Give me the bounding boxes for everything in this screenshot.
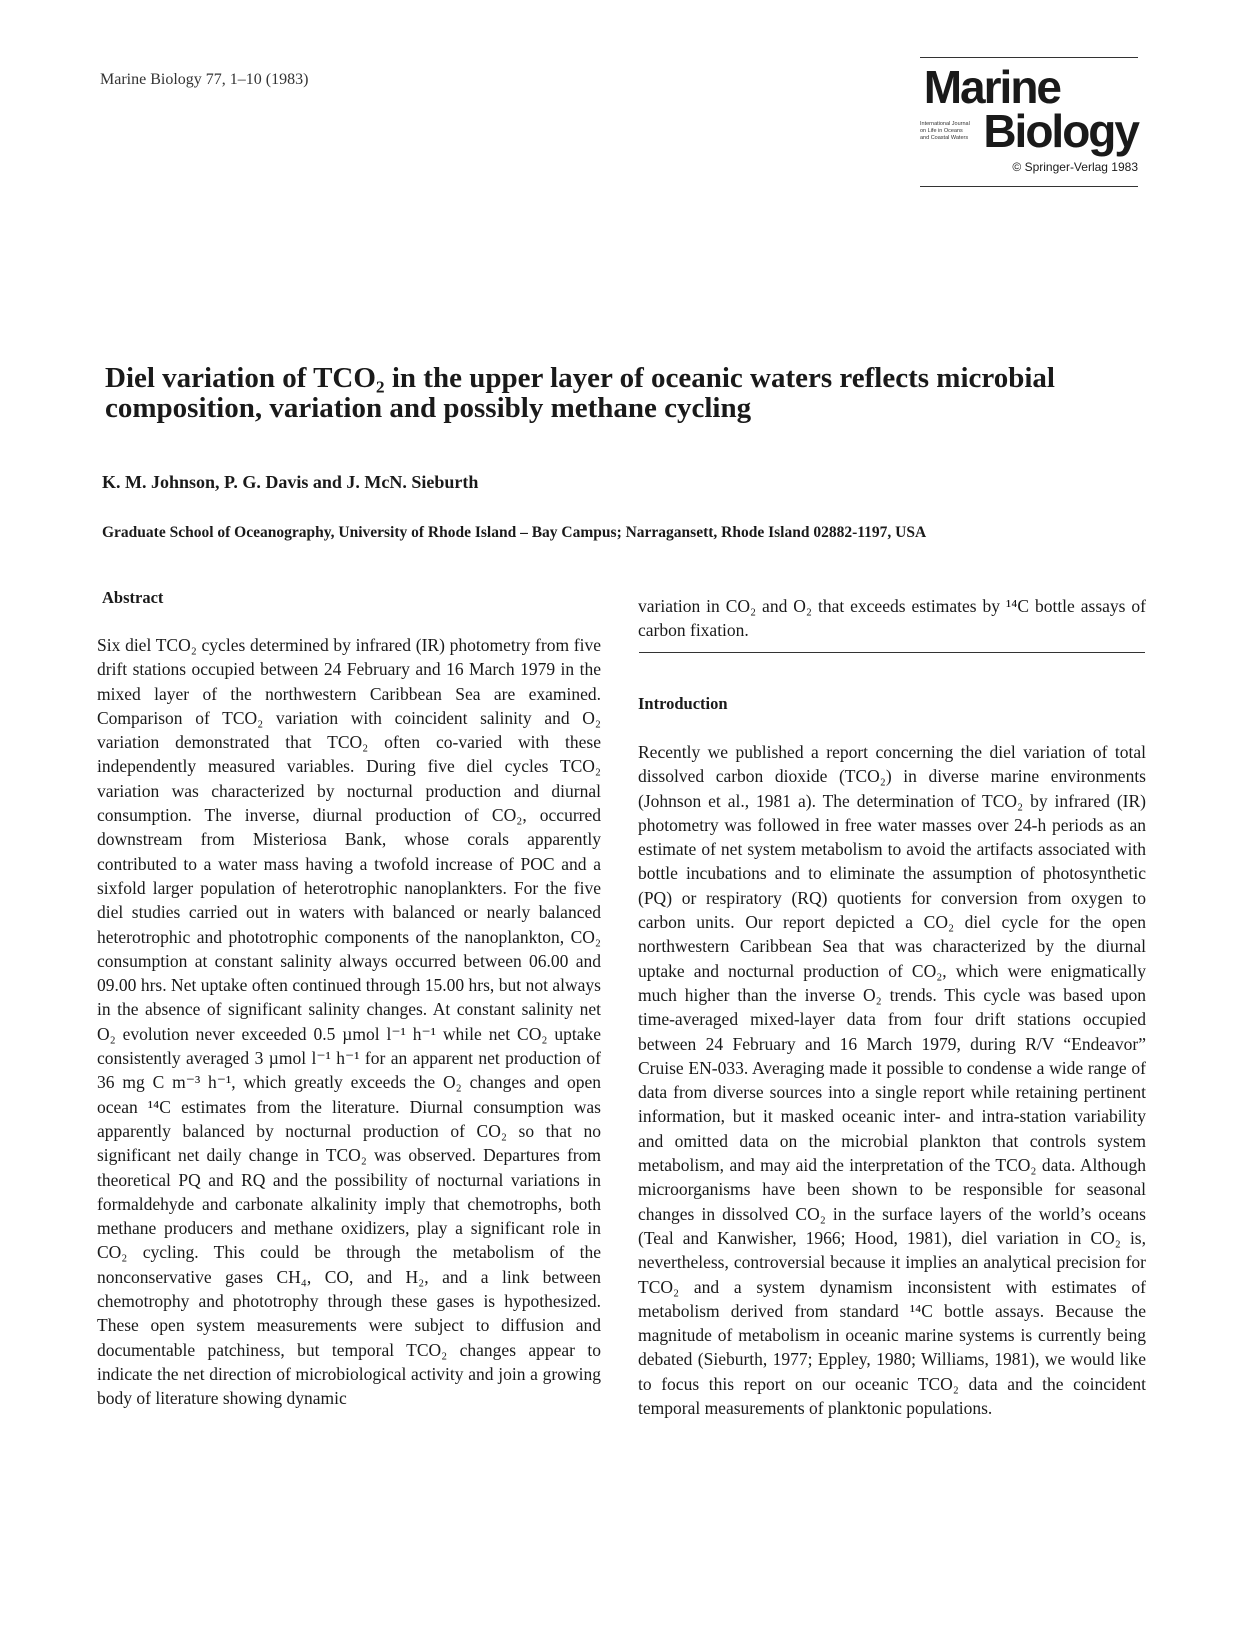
introduction-body: Recently we published a report concerning the diel variation of total dissolved carbon dioxide (TCO₂) in diverse marine environments (Johnson et al., 1981 a). The determination of TCO₂ by infrared (IR) photometry was followed in free water masses over 24-h periods as an estimate of net system metabolism to avoid the artifacts associated with bottle incubations and to eliminate the assumption of photosynthetic (PQ) or respiratory (RQ) quotients for conversion from oxygen to carbon units. Our report depicted a CO₂ diel cycle for the open northwestern Caribbean Sea that was characterized by the diurnal uptake and nocturnal production of CO₂, which were enigmatically much higher than the inverse O₂ trends. This cycle was based upon time-averaged mixed-layer data from four drift stations occupied between 24 February and 16 March 1979, during R/V “Endeavor” Cruise EN-033. Averaging made it possible to condense a wide range of data from diverse sources into a single report while retaining pertinent information, but it masked oceanic inter- and intra-station variability and omitted data on the microbial plankton that controls system metabolism, and may aid the interpretation of the TCO₂ data. Although microorganisms have been shown to be responsible for seasonal changes in dissolved CO₂ in the surface layers of the world’s oceans (Teal and Kanwisher, 1966; Hood, 1981), diel variation in CO₂ is, nevertheless, controversial because it implies an analytical precision for TCO₂ and a system dynamism inconsistent with estimates of metabolism derived from standard ¹⁴C bottle assays. Because the magnitude of metabolism in oceanic marine systems is currently being debated (Sieburth, 1977; Eppley, 1980; Williams, 1981), we would like to focus this report on our oceanic TCO₂ data and the coincident temporal measurements of planktonic populations.	[638, 742, 1146, 1419]
logo-tagline-line: on Life in Oceans	[920, 128, 963, 134]
journal-logo	[920, 57, 1138, 187]
article-title: Diel variation of TCO₂ in the upper layer of oceanic waters reflects microbial composition, variation and possibly methane cycling	[105, 362, 1055, 424]
introduction-heading: Introduction	[638, 694, 728, 713]
abstract-body: Six diel TCO₂ cycles determined by infrared (IR) photometry from five drift stations occupied between 24 February and 16 March 1979 in the mixed layer of the northwestern Caribbean Sea are examined. Comparison of TCO₂ variation with coincident salinity and O₂ variation demonstrated that TCO₂ often co-varied with these independently measured variables. During five diel cycles TCO₂ variation was characterized by nocturnal production and diurnal consumption. The inverse, diurnal production of CO₂, occurred downstream from Misteriosa Bank, whose corals apparently contributed to a water mass having a twofold increase of POC and a sixfold larger population of heterotrophic nanoplankters. For the five diel studies carried out in waters with balanced or nearly balanced heterotrophic and phototrophic components of the nanoplankton, CO₂ consumption at constant salinity always occurred between 06.00 and 09.00 hrs. Net uptake often continued through 15.00 hrs, but not always in the absence of significant salinity changes. At constant salinity net O₂ evolution never exceeded 0.5 µmol l⁻¹ h⁻¹ while net CO₂ uptake consistently averaged 3 µmol l⁻¹ h⁻¹ for an apparent net production of 36 mg C m⁻³ h⁻¹, which greatly exceeds the O₂ changes and open ocean ¹⁴C estimates from the literature. Diurnal consumption was apparently balanced by nocturnal production of CO₂ so that no significant net daily change in TCO₂ was observed. Departures from theoretical PQ and RQ and the possibility of nocturnal variations in formaldehyde and carbonate alkalinity imply that chemotrophs, both methane producers and methane oxidizers, play a significant role in CO₂ cycling. This could be through the metabolism of the nonconservative gases CH₄, CO, and H₂, and a link between chemotrophy and phototrophy through these gases is hypothesized. These open system measurements were subject to diffusion and documentable patchiness, but temporal TCO₂ changes appear to indicate the net direction of microbiological activity and join a growing body of literature showing dynamic	[97, 635, 601, 1409]
journal-citation: Marine Biology 77, 1–10 (1983)	[100, 71, 309, 88]
author-affiliation: Graduate School of Oceanography, University of Rhode Island – Bay Campus; Narragansett, Rhode Island 02882-1197, USA	[102, 524, 927, 541]
abstract-continuation: variation in CO₂ and O₂ that exceeds estimates by ¹⁴C bottle assays of carbon fixation.	[638, 596, 1146, 641]
author-list: K. M. Johnson, P. G. Davis and J. McN. Sieburth	[102, 472, 479, 492]
logo-tagline-line: and Coastal Waters	[920, 135, 969, 141]
section-divider	[639, 652, 1145, 653]
copyright-notice: © Springer-Verlag 1983	[1012, 160, 1138, 174]
logo-tagline	[920, 121, 990, 142]
logo-biology-text: Biology	[983, 105, 1138, 157]
logo-marine-text: Marine	[923, 61, 1060, 113]
logo-tagline-line: International Journal	[920, 121, 970, 127]
abstract-heading: Abstract	[102, 588, 164, 607]
